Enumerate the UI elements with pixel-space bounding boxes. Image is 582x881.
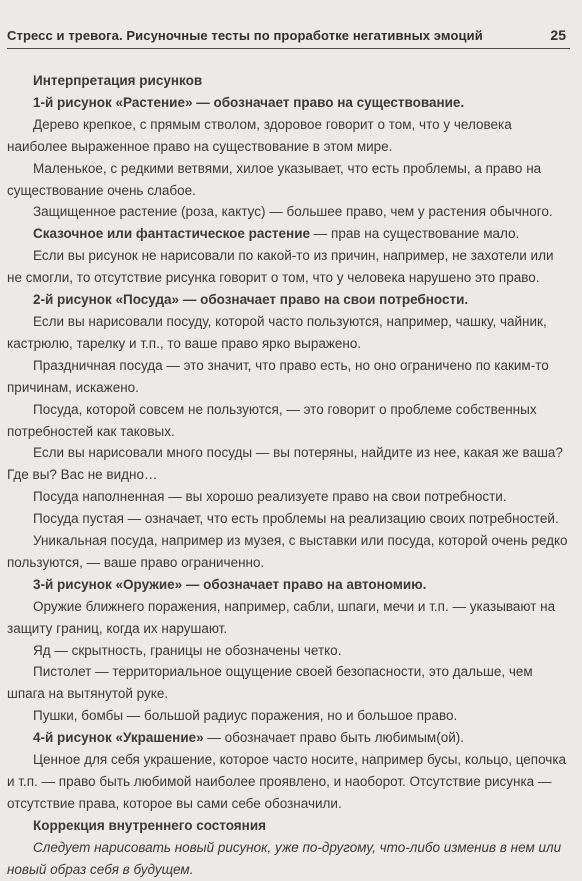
- paragraph: Яд — скрытность, границы не обозначены четко.: [33, 642, 342, 658]
- paragraph: Если вы рисунок не нарисовали по какой-то из причин, например, не захотели или не смогли, то отсутствие рисунка говорит о том, что у человека нарушено это право.: [7, 248, 554, 286]
- page-body: [7, 70, 568, 881]
- paragraph: Ценное для себя украшение, которое часто носите, например бусы, кольцо, цепочка и т.п. — право быть любимой наиболее проявлено, и наоборот. Отсутствие рисунка — отсутствие права, которое вы сами себе обозначили.: [7, 752, 567, 811]
- paragraph: Пистолет — территориальное ощущение своей безопасности, это дальше, чем шпага на вытянутой руке.: [7, 664, 533, 702]
- paragraph: Оружие ближнего поражения, например, сабли, шпаги, мечи и т.п. — указывают на защиту границ, когда их нарушают.: [7, 598, 556, 636]
- drawing-1-heading: 1-й рисунок «Растение» — обозначает право на существование.: [33, 94, 465, 110]
- italic-paragraph: Следует нарисовать новый рисунок, уже по-другому, что-либо изменив в нем или новый образ себя в будущем.: [7, 839, 562, 877]
- paragraph: [7, 727, 568, 749]
- drawing-4-heading: 4-й рисунок «Украшение»: [33, 730, 204, 746]
- paragraph: Если вы нарисовали посуду, которой часто пользуются, например, чашку, чайник, кастрюлю, тарелку и т.п., то ваше право ярко выражено.: [7, 313, 547, 351]
- paragraph: Пушки, бомбы — большой радиус поражения, но и большое право.: [33, 708, 458, 724]
- paragraph-text: — прав на существование мало.: [310, 226, 520, 242]
- paragraph: Если вы нарисовали много посуды — вы потеряны, найдите из нее, какая же ваша? Где вы? Вас не видно…: [7, 445, 563, 483]
- drawing-2-heading: 2-й рисунок «Посуда» — обозначает право на свои потребности.: [33, 292, 469, 308]
- paragraph: Уникальная посуда, например из музея, с выставки или посуда, которой очень редко пользуются, — ваше право ограниченно.: [7, 533, 568, 570]
- header-title: Стресс и тревога. Рисуночные тесты по проработке негативных эмоций: [7, 28, 483, 43]
- page-number: 25: [550, 27, 566, 43]
- running-header: [7, 26, 570, 49]
- paragraph: Праздничная посуда — это значит, что право есть, но оно ограничено по каким-то причинам, искажено.: [7, 357, 549, 395]
- paragraph: Посуда наполненная — вы хорошо реализуете право на свои потребности.: [33, 489, 507, 505]
- paragraph: Посуда пустая — означает, что есть проблемы на реализацию своих потребностей.: [33, 511, 559, 527]
- drawing-3-heading: 3-й рисунок «Оружие» — обозначает право на автономию.: [33, 576, 427, 592]
- bold-term: Сказочное или фантастическое растение: [33, 226, 311, 242]
- paragraph: Посуда, которой совсем не пользуются, — это говорит о проблеме собственных потребностей как таковых.: [7, 401, 537, 439]
- paragraph: Защищенное растение (роза, кактус) — большее право, чем у растения обычного.: [33, 204, 553, 220]
- paragraph: [7, 223, 568, 245]
- section-title: Интерпретация рисунков: [33, 73, 203, 88]
- paragraph-text: — обозначает право быть любимым(ой).: [203, 730, 464, 746]
- paragraph: Дерево крепкое, с прямым стволом, здоровое говорит о том, что у человека наиболее выраженное право на существование в этом мире.: [7, 116, 512, 154]
- paragraph: Маленькое, с редкими ветвями, хилое указывает, что есть проблемы, а право на существование очень слабое.: [7, 160, 542, 198]
- correction-heading: Коррекция внутреннего состояния: [33, 817, 267, 833]
